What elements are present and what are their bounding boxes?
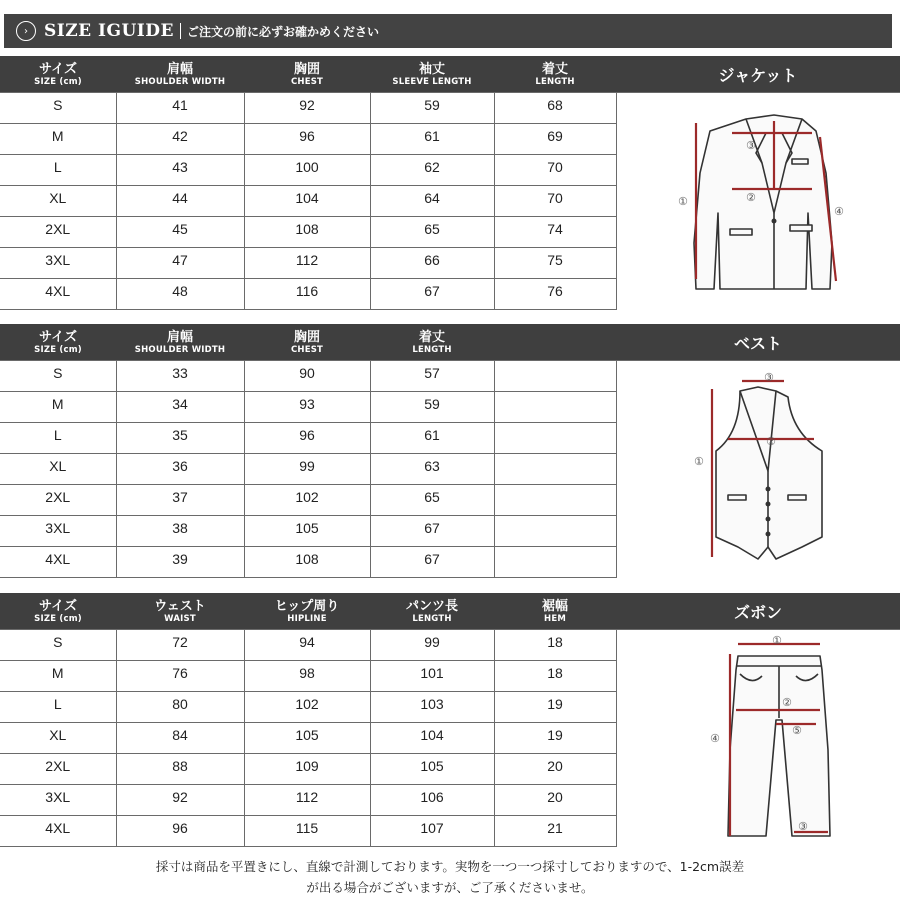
table-cell: 18 bbox=[494, 660, 616, 691]
table-cell: 99 bbox=[244, 453, 370, 484]
table-cell: 59 bbox=[370, 391, 494, 422]
jacket-diagram bbox=[616, 92, 900, 311]
table-cell: 101 bbox=[370, 660, 494, 691]
table-row bbox=[0, 515, 616, 546]
pants-mark-2: ② bbox=[782, 696, 792, 709]
table-cell: L bbox=[0, 154, 116, 185]
header-label-jp: 着丈 bbox=[418, 329, 445, 345]
jacket-mark-2: ② bbox=[746, 191, 756, 204]
table-header-row bbox=[0, 593, 616, 629]
table-cell: 19 bbox=[494, 722, 616, 753]
vest-mark-3: ③ bbox=[764, 371, 774, 384]
table-row bbox=[0, 660, 616, 691]
header-chest bbox=[244, 56, 370, 92]
table-cell: 62 bbox=[370, 154, 494, 185]
header-label-en: CHEST bbox=[290, 344, 324, 355]
table-cell: 45 bbox=[116, 216, 244, 247]
table-cell: 100 bbox=[244, 154, 370, 185]
vest-illustration bbox=[616, 361, 900, 580]
table-cell: 92 bbox=[116, 784, 244, 815]
table-cell: 21 bbox=[494, 815, 616, 846]
table-cell: 4XL bbox=[0, 815, 116, 846]
header-chest bbox=[244, 324, 370, 360]
table-cell: 63 bbox=[370, 453, 494, 484]
chevron-right-circle-icon: › bbox=[16, 21, 36, 41]
table-row bbox=[0, 629, 616, 660]
table-cell: 35 bbox=[116, 422, 244, 453]
header-length bbox=[370, 324, 494, 360]
table-cell: 37 bbox=[116, 484, 244, 515]
header-label-en: LENGTH bbox=[535, 76, 575, 87]
table-cell bbox=[494, 391, 616, 422]
table-row bbox=[0, 691, 616, 722]
vest-mark-2: ② bbox=[766, 435, 776, 448]
header-empty bbox=[494, 324, 616, 360]
table-cell: 112 bbox=[244, 784, 370, 815]
jacket-size-table bbox=[0, 56, 617, 310]
pants-illustration bbox=[616, 630, 900, 849]
table-cell: 4XL bbox=[0, 278, 116, 309]
banner-subtitle: ご注文の前に必ずお確かめください bbox=[186, 24, 379, 39]
header-label-en: SHOULDER WIDTH bbox=[134, 76, 226, 87]
table-cell: 64 bbox=[370, 185, 494, 216]
header-label-en: CHEST bbox=[290, 76, 324, 87]
table-cell: 74 bbox=[494, 216, 616, 247]
table-cell: 80 bbox=[116, 691, 244, 722]
table-cell: S bbox=[0, 360, 116, 391]
jacket-section bbox=[0, 56, 900, 311]
header-label-jp: 胸囲 bbox=[293, 61, 320, 77]
header-shoulder bbox=[116, 56, 244, 92]
table-cell: 105 bbox=[244, 722, 370, 753]
table-cell: 108 bbox=[244, 546, 370, 577]
table-row bbox=[0, 753, 616, 784]
header-label-jp: 袖丈 bbox=[418, 61, 445, 77]
table-row bbox=[0, 216, 616, 247]
table-cell: 105 bbox=[244, 515, 370, 546]
pants-diagram bbox=[616, 629, 900, 848]
table-cell: 3XL bbox=[0, 784, 116, 815]
table-cell: 102 bbox=[244, 691, 370, 722]
header-label-jp: 肩幅 bbox=[166, 329, 193, 345]
table-row bbox=[0, 453, 616, 484]
table-cell: 67 bbox=[370, 546, 494, 577]
size-guide-banner bbox=[4, 14, 892, 48]
table-row bbox=[0, 247, 616, 278]
table-cell: 93 bbox=[244, 391, 370, 422]
table-cell: 19 bbox=[494, 691, 616, 722]
table-cell: 69 bbox=[494, 123, 616, 154]
pants-title: ズボン bbox=[616, 593, 900, 629]
banner-title: SIZE IGUIDE bbox=[44, 21, 174, 41]
jacket-mark-1: ① bbox=[678, 195, 688, 208]
table-header-row bbox=[0, 56, 616, 92]
note-line-1: 採寸は商品を平置きにし、直線で計測しております。実物を一つ一つ採寸しておりますので、1-2cm誤差 bbox=[155, 859, 745, 874]
header-size bbox=[0, 56, 116, 92]
header-label-jp: サイズ bbox=[39, 329, 77, 345]
table-cell: S bbox=[0, 92, 116, 123]
header-length bbox=[370, 593, 494, 629]
header-label-en: SIZE (cm) bbox=[34, 76, 82, 87]
header-label-jp: 裾幅 bbox=[541, 598, 568, 614]
table-cell: 41 bbox=[116, 92, 244, 123]
pants-mark-3: ③ bbox=[798, 820, 808, 833]
table-cell: 116 bbox=[244, 278, 370, 309]
header-waist bbox=[116, 593, 244, 629]
header-label-jp: 肩幅 bbox=[166, 61, 193, 77]
table-cell: 42 bbox=[116, 123, 244, 154]
table-cell: 65 bbox=[370, 484, 494, 515]
table-cell: 104 bbox=[370, 722, 494, 753]
header-length bbox=[494, 56, 616, 92]
vest-mark-1: ① bbox=[694, 455, 704, 468]
table-cell: M bbox=[0, 391, 116, 422]
table-cell: 96 bbox=[244, 123, 370, 154]
table-cell: 108 bbox=[244, 216, 370, 247]
table-cell: 70 bbox=[494, 154, 616, 185]
table-cell: 90 bbox=[244, 360, 370, 391]
table-cell: 33 bbox=[116, 360, 244, 391]
header-label-jp: 着丈 bbox=[541, 61, 568, 77]
table-row bbox=[0, 722, 616, 753]
table-cell: 43 bbox=[116, 154, 244, 185]
table-cell: 20 bbox=[494, 753, 616, 784]
table-cell: 2XL bbox=[0, 484, 116, 515]
table-cell: 48 bbox=[116, 278, 244, 309]
table-cell: XL bbox=[0, 185, 116, 216]
table-row bbox=[0, 278, 616, 309]
header-label-jp: サイズ bbox=[39, 61, 77, 77]
header-hip bbox=[244, 593, 370, 629]
table-cell: S bbox=[0, 629, 116, 660]
table-cell: 36 bbox=[116, 453, 244, 484]
table-cell: 66 bbox=[370, 247, 494, 278]
table-cell: 61 bbox=[370, 123, 494, 154]
table-cell: 84 bbox=[116, 722, 244, 753]
header-label-jp: ヒップ周り bbox=[274, 598, 340, 614]
table-cell: 65 bbox=[370, 216, 494, 247]
jacket-illustration bbox=[616, 93, 900, 312]
header-label-en: LENGTH bbox=[412, 613, 452, 624]
table-row bbox=[0, 154, 616, 185]
table-row bbox=[0, 484, 616, 515]
table-cell: 70 bbox=[494, 185, 616, 216]
table-cell: 88 bbox=[116, 753, 244, 784]
table-cell: 76 bbox=[494, 278, 616, 309]
table-cell: 96 bbox=[244, 422, 370, 453]
table-cell: 2XL bbox=[0, 753, 116, 784]
table-cell: 99 bbox=[370, 629, 494, 660]
table-row bbox=[0, 784, 616, 815]
table-cell: 98 bbox=[244, 660, 370, 691]
header-size bbox=[0, 324, 116, 360]
header-label-en: SLEEVE LENGTH bbox=[392, 76, 472, 87]
table-cell: 67 bbox=[370, 515, 494, 546]
table-cell bbox=[494, 546, 616, 577]
table-cell: 59 bbox=[370, 92, 494, 123]
table-cell: XL bbox=[0, 722, 116, 753]
vest-size-table bbox=[0, 324, 617, 578]
pants-section bbox=[0, 593, 900, 848]
table-cell: 18 bbox=[494, 629, 616, 660]
table-cell: 109 bbox=[244, 753, 370, 784]
table-cell: 57 bbox=[370, 360, 494, 391]
table-cell: 94 bbox=[244, 629, 370, 660]
header-sleeve bbox=[370, 56, 494, 92]
vest-section bbox=[0, 324, 900, 579]
table-cell: 39 bbox=[116, 546, 244, 577]
table-cell: 75 bbox=[494, 247, 616, 278]
table-cell: 2XL bbox=[0, 216, 116, 247]
table-cell: 104 bbox=[244, 185, 370, 216]
table-cell: 68 bbox=[494, 92, 616, 123]
header-label-en: HIPLINE bbox=[287, 613, 327, 624]
table-cell bbox=[494, 515, 616, 546]
table-row bbox=[0, 546, 616, 577]
table-cell bbox=[494, 453, 616, 484]
table-cell: 3XL bbox=[0, 247, 116, 278]
table-cell: 76 bbox=[116, 660, 244, 691]
table-cell: 115 bbox=[244, 815, 370, 846]
table-row bbox=[0, 815, 616, 846]
pants-mark-5: ⑤ bbox=[792, 724, 802, 737]
jacket-title: ジャケット bbox=[616, 56, 900, 92]
vest-title: ベスト bbox=[616, 324, 900, 360]
pants-mark-1: ① bbox=[772, 634, 782, 647]
table-cell: 92 bbox=[244, 92, 370, 123]
header-label-en: LENGTH bbox=[412, 344, 452, 355]
header-label-jp: パンツ長 bbox=[405, 598, 458, 614]
table-cell bbox=[494, 484, 616, 515]
table-cell: L bbox=[0, 422, 116, 453]
table-row bbox=[0, 391, 616, 422]
header-shoulder bbox=[116, 324, 244, 360]
table-cell: 106 bbox=[370, 784, 494, 815]
jacket-mark-3: ③ bbox=[746, 139, 756, 152]
table-cell: 20 bbox=[494, 784, 616, 815]
table-cell bbox=[494, 360, 616, 391]
table-cell: 61 bbox=[370, 422, 494, 453]
table-cell: 34 bbox=[116, 391, 244, 422]
header-label-jp: サイズ bbox=[39, 598, 77, 614]
header-label-en: HEM bbox=[544, 613, 566, 624]
table-cell: 67 bbox=[370, 278, 494, 309]
table-header-row bbox=[0, 324, 616, 360]
banner-divider bbox=[180, 23, 181, 39]
table-cell: 112 bbox=[244, 247, 370, 278]
vest-diagram bbox=[616, 360, 900, 579]
note-line-2: が出る場合がございますが、ご了承くださいませ。 bbox=[306, 880, 594, 895]
table-cell: L bbox=[0, 691, 116, 722]
table-cell: 4XL bbox=[0, 546, 116, 577]
table-cell: 102 bbox=[244, 484, 370, 515]
table-cell: 96 bbox=[116, 815, 244, 846]
header-label-en: WAIST bbox=[164, 613, 196, 624]
table-cell: 38 bbox=[116, 515, 244, 546]
header-label-en: SHOULDER WIDTH bbox=[134, 344, 226, 355]
table-cell: 44 bbox=[116, 185, 244, 216]
header-label-en: SIZE (cm) bbox=[34, 613, 82, 624]
header-label-jp: ウェスト bbox=[154, 598, 206, 614]
table-cell: M bbox=[0, 123, 116, 154]
table-row bbox=[0, 123, 616, 154]
pants-size-table bbox=[0, 593, 617, 847]
table-cell: 107 bbox=[370, 815, 494, 846]
table-cell: XL bbox=[0, 453, 116, 484]
header-label-en: SIZE (cm) bbox=[34, 344, 82, 355]
measurement-note bbox=[0, 856, 900, 898]
header-label-jp: 胸囲 bbox=[293, 329, 320, 345]
table-cell: 72 bbox=[116, 629, 244, 660]
pants-mark-4: ④ bbox=[710, 732, 720, 745]
table-row bbox=[0, 92, 616, 123]
table-cell: 47 bbox=[116, 247, 244, 278]
table-cell: 105 bbox=[370, 753, 494, 784]
header-hem bbox=[494, 593, 616, 629]
table-cell: M bbox=[0, 660, 116, 691]
header-size bbox=[0, 593, 116, 629]
jacket-mark-4: ④ bbox=[834, 205, 844, 218]
table-row bbox=[0, 360, 616, 391]
table-cell: 3XL bbox=[0, 515, 116, 546]
table-row bbox=[0, 422, 616, 453]
table-cell: 103 bbox=[370, 691, 494, 722]
table-row bbox=[0, 185, 616, 216]
table-cell bbox=[494, 422, 616, 453]
